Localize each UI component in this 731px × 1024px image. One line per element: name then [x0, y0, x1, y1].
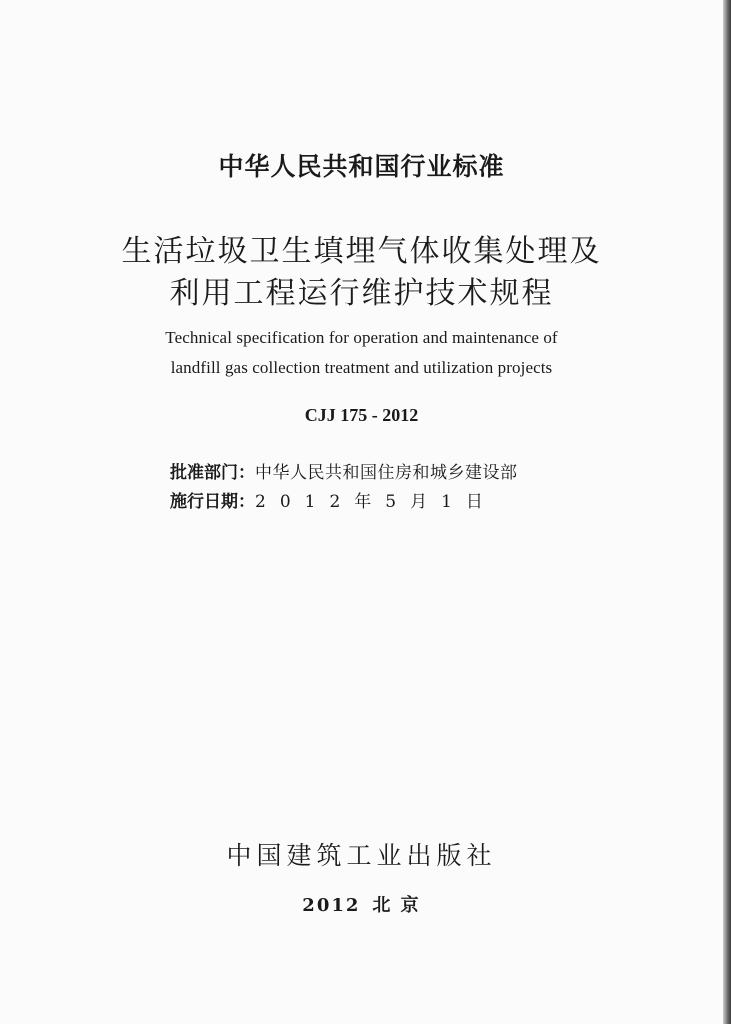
publication-city: 北 京 — [372, 895, 421, 916]
title-chinese-line-1: 生活垃圾卫生填埋气体收集处理及 — [121, 234, 602, 269]
approval-department-label: 批准部门： — [170, 463, 255, 483]
title-english-line-2: landfill gas collection treatment and utilization projects — [170, 358, 553, 377]
standard-type-heading: 中华人民共和国行业标准 — [218, 152, 505, 181]
publication-year: 2012 — [302, 895, 361, 916]
effective-date-label: 施行日期： — [170, 492, 255, 512]
effective-date-row — [170, 487, 497, 512]
effective-date-value: 2012年5月1日 — [255, 492, 497, 512]
page-edge-shadow — [723, 0, 731, 1024]
title-english-line-1: Technical specification for operation and maintenance of — [165, 328, 558, 347]
title-chinese-line-2: 利用工程运行维护技术规程 — [169, 276, 554, 311]
standard-code: CJJ 175 - 2012 — [304, 405, 419, 425]
publication-line — [0, 891, 723, 917]
publisher-name: 中国建筑工业出版社 — [226, 841, 497, 870]
approval-department-row — [170, 458, 518, 483]
approval-department-value: 中华人民共和国住房和城乡建设部 — [255, 463, 518, 483]
